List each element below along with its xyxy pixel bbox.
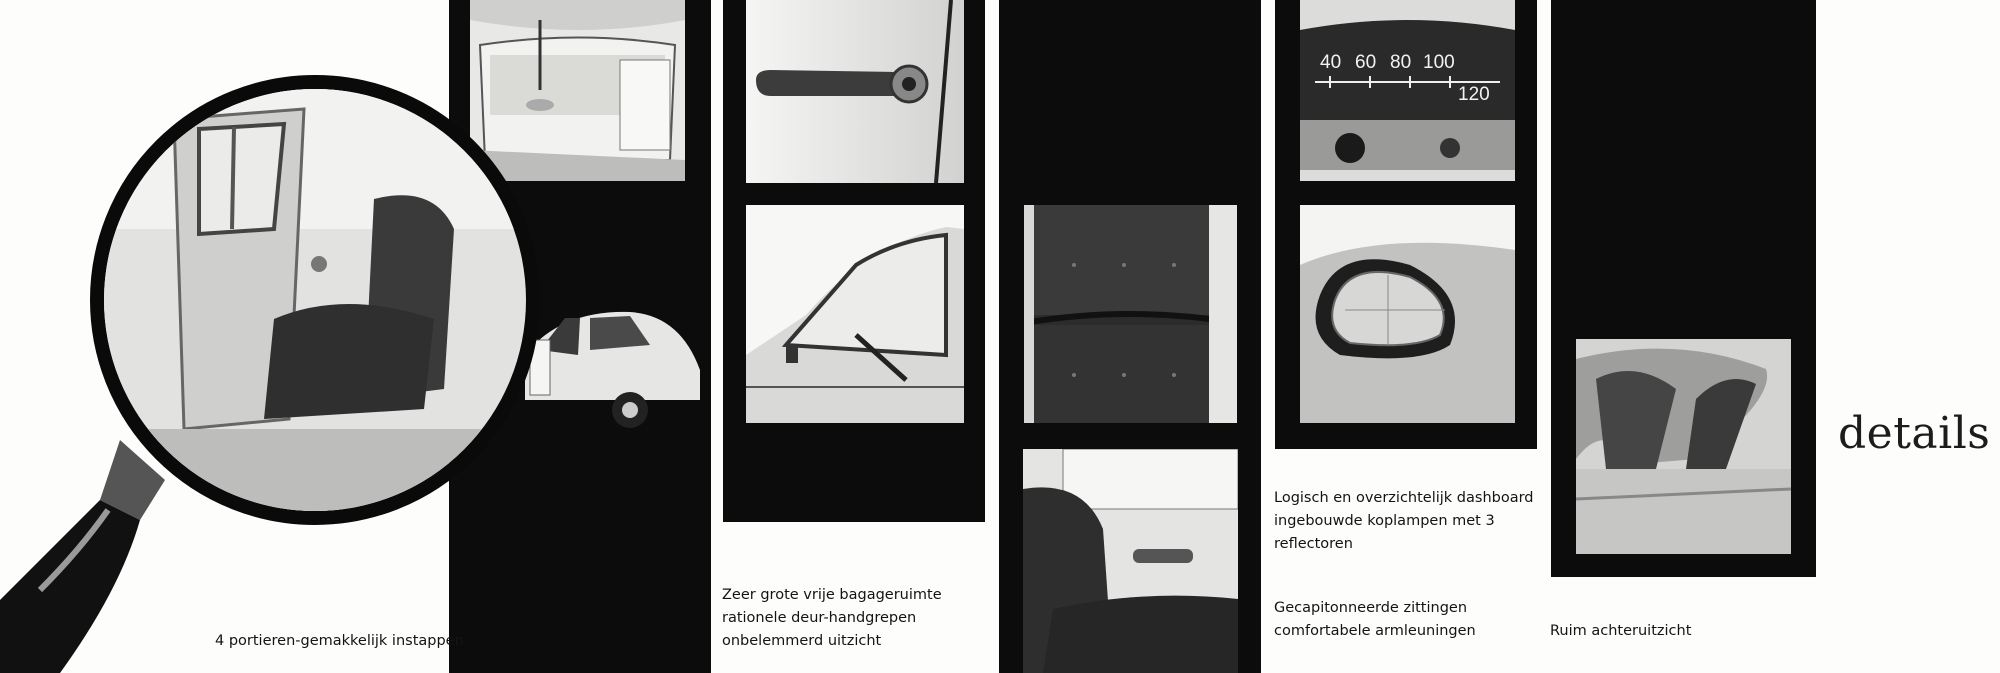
caption-rear-view-line-1: Ruim achteruitzicht	[1550, 623, 1692, 639]
caption-doors-line-1: 4 portieren-gemakkelijk instappen	[215, 633, 464, 649]
photo-rear-pillar	[1576, 339, 1791, 554]
caption-dashboard-line-3: reflectoren	[1274, 536, 1353, 552]
page-title: details	[1838, 408, 1991, 459]
caption-luggage	[722, 584, 942, 653]
photo-seat-and-door-panel	[1023, 449, 1238, 673]
speedometer-tick-120: 120	[1458, 84, 1490, 105]
photo-dashboard-speedometer	[1300, 0, 1515, 181]
photo-car-open-doors	[520, 300, 705, 430]
caption-dashboard-line-1: Logisch en overzichtelijk dashboard	[1274, 490, 1534, 506]
caption-seats-line-1: Gecapitonneerde zittingen	[1274, 600, 1468, 616]
caption-seats-line-2: comfortabele armleuningen	[1274, 623, 1476, 639]
caption-dashboard	[1274, 487, 1534, 556]
speedometer-tick-100: 100	[1423, 52, 1455, 73]
photo-seat-upholstery	[1024, 205, 1237, 423]
caption-seats	[1274, 597, 1476, 643]
caption-dashboard-line-2: ingebouwde koplampen met 3	[1274, 513, 1495, 529]
caption-doors	[215, 630, 464, 653]
caption-rear-view	[1550, 620, 1691, 643]
magnifier-lens	[90, 75, 540, 525]
speedometer-tick-60: 60	[1355, 52, 1377, 73]
speedometer-tick-80: 80	[1390, 52, 1412, 73]
photo-car-roofline	[746, 205, 964, 423]
caption-luggage-line-3: onbelemmerd uitzicht	[722, 633, 882, 649]
photo-door-handle	[746, 0, 964, 183]
caption-luggage-line-1: Zeer grote vrije bagageruimte	[722, 587, 942, 603]
photo-headlamp	[1300, 205, 1515, 423]
speedometer-tick-40: 40	[1320, 52, 1342, 73]
caption-luggage-line-2: rationele deur-handgrepen	[722, 610, 917, 626]
